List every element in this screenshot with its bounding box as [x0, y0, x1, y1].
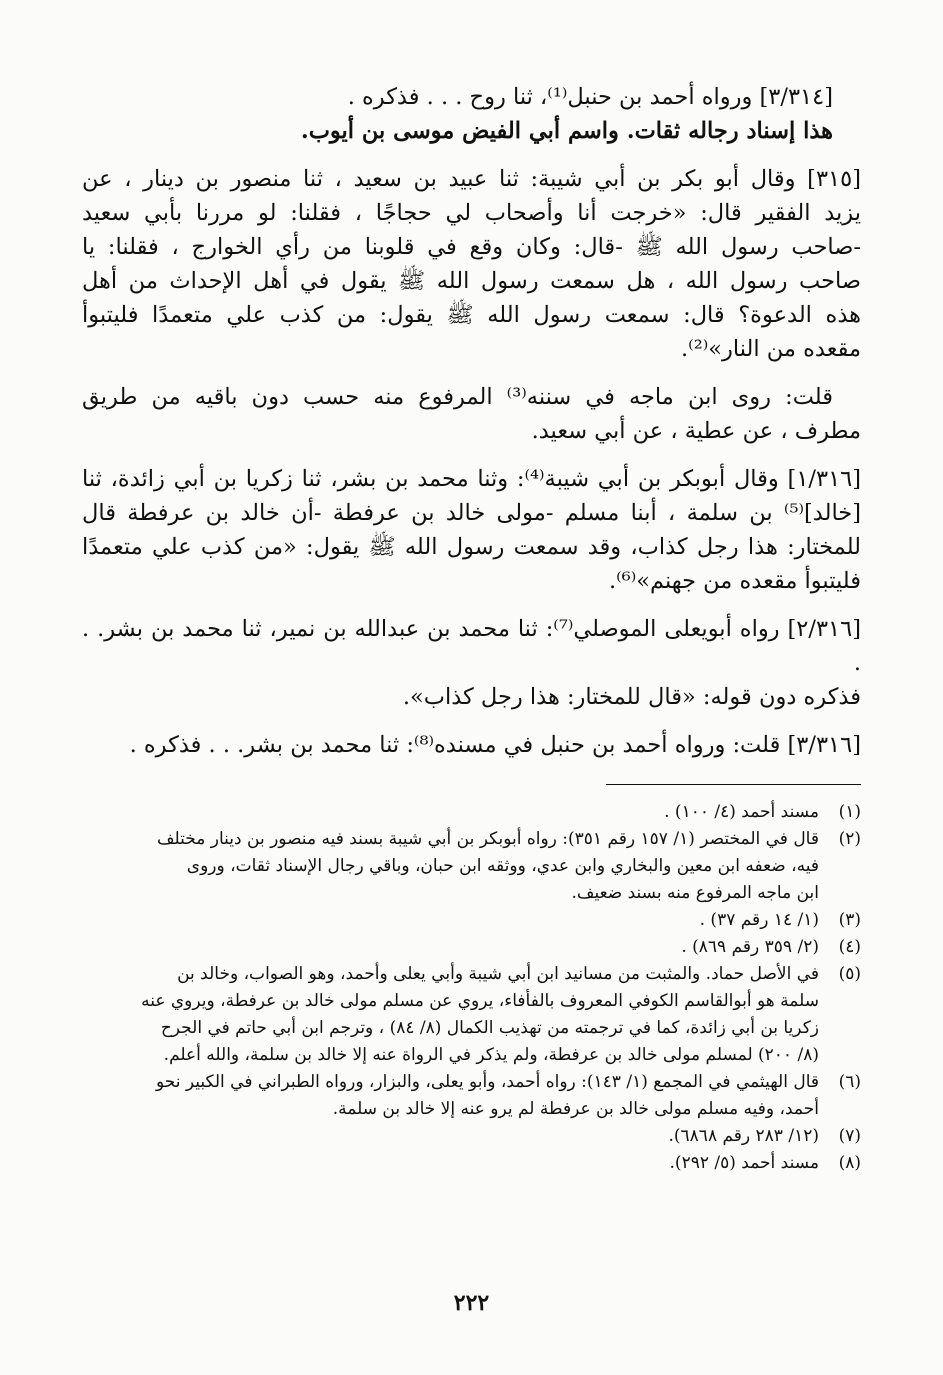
- text-line: صاحب رسول الله ، هل سمعت رسول الله ﷺ يقول في أهل الإحداث من أهل: [82, 268, 861, 294]
- text-line: للمختار: هذا رجل كذاب، وقد سمعت رسول الله ﷺ يقول: «من كذب علي متعمدًا: [82, 534, 861, 560]
- footnote-text: فيه، ضعفه ابن معين والبخاري وابن عدي، ووثقه ابن حبان، وباقي رجال الإسناد ثقات، وروى: [186, 856, 819, 876]
- page-number: ٢٢٢: [453, 1290, 490, 1316]
- footnote-6: [82, 1069, 861, 1123]
- text-line: [٣/٣١٦] قلت: ورواه أحمد بن حنبل في مسنده⁽⁸⁾: ثنا محمد بن بشر. . . فذكره .: [129, 732, 861, 758]
- footnote-number: (٦): [838, 1072, 861, 1092]
- hadith-316-3: [82, 728, 861, 762]
- footnote-text: ابن ماجه المرفوع منه بسند ضعيف.: [571, 883, 819, 903]
- footnote-text: (٨/ ٢٠٠) لمسلم مولى خالد بن عرفطة، ولم يذكر في الرواة عنه إلا خالد بن سلمة، والله أعلم.: [163, 1045, 819, 1065]
- hadith-314-3: [82, 80, 861, 148]
- footnote-2: [82, 826, 861, 907]
- footnote-text: مسند أحمد (٥/ ٢٩٢).: [669, 1153, 819, 1173]
- text-line: [٣/٣١٤] ورواه أحمد بن حنبل⁽¹⁾، ثنا روح . . . فذكره .: [347, 84, 833, 110]
- comment-315: [82, 380, 861, 448]
- text-line: مقعده من النار»⁽²⁾.: [681, 336, 861, 362]
- footnote-3: [82, 907, 861, 934]
- footnote-divider: [606, 784, 861, 785]
- footnote-5: [82, 961, 861, 1069]
- text-line: [٣١٥] وقال أبو بكر بن أبي شيبة: ثنا عبيد بن سعيد ، ثنا منصور بن دينار ، عن: [82, 166, 861, 192]
- text-line: قلت: روى ابن ماجه في سننه⁽³⁾ المرفوع منه حسب دون باقيه من طريق: [82, 384, 833, 410]
- footnote-number: (٣): [838, 910, 861, 930]
- footnote-text: أحمد، وفيه مسلم مولى خالد بن عرفطة لم يرو عنه إلا خالد بن سلمة.: [332, 1099, 819, 1119]
- text-line: هذه الدعوة؟ قال: سمعت رسول الله ﷺ يقول: من كذب علي متعمدًا فليتبوأ: [82, 302, 861, 328]
- text-line: [٢/٣١٦] رواه أبويعلى الموصلي⁽⁷⁾: ثنا محمد بن عبدالله بن نمير، ثنا محمد بن بشر. . .: [82, 616, 861, 676]
- hadith-316-1: [82, 462, 861, 598]
- footnotes: [82, 799, 861, 1177]
- text-line: فذكره دون قوله: «قال للمختار: هذا رجل كذاب».: [402, 684, 861, 710]
- footnote-number: (٢): [838, 829, 861, 849]
- footnote-number: (٨): [838, 1153, 861, 1173]
- footnote-7: [82, 1123, 861, 1150]
- hadith-316-2: [82, 612, 861, 714]
- text-line: [خالد]⁽⁵⁾ بن سلمة ، أبنا مسلم -مولى خالد بن عرفطة -أن خالد بن عرفطة قال: [82, 500, 861, 526]
- footnote-number: (١): [838, 802, 861, 822]
- footnote-text: قال الهيثمي في المجمع (١/ ١٤٣): رواه أحمد، وأبو يعلى، والبزار، ورواه الطبراني في الكبير نحو: [155, 1072, 819, 1092]
- footnote-text: سلمة هو أبوالقاسم الكوفي المعروف بالفأفاء، يروي عن مسلم مولى خالد بن عرفطة، ويروي عنه: [141, 991, 819, 1011]
- footnote-number: (٤): [838, 937, 861, 957]
- footnote-1: [82, 799, 861, 826]
- footnote-text: في الأصل حماد. والمثبت من مسانيد ابن أبي شيبة وأبي يعلى وأحمد، وهو الصواب، وخالد بن: [177, 964, 819, 984]
- footnote-number: (٥): [838, 964, 861, 984]
- footnote-number: (٧): [838, 1126, 861, 1146]
- hadith-315: [82, 162, 861, 366]
- footnote-8: [82, 1150, 861, 1177]
- text-line: مطرف ، عن عطية ، عن أبي سعيد.: [531, 418, 861, 444]
- footnote-text: قال في المختصر (١/ ١٥٧ رقم ٣٥١): رواه أبوبكر بن أبي شيبة بسند فيه منصور بن دينار مختلف: [156, 829, 819, 849]
- text-line: [١/٣١٦] وقال أبوبكر بن أبي شيبة⁽⁴⁾: وثنا محمد بن بشر، ثنا زكريا بن أبي زائدة، ثنا: [82, 466, 862, 492]
- footnote-4: [82, 934, 861, 961]
- footnote-text: (١/ ١٤ رقم ٣٧) .: [699, 910, 819, 930]
- text-line: فليتبوأ مقعده من جهنم»⁽⁶⁾.: [608, 568, 861, 594]
- footnote-text: (١٢/ ٢٨٣ رقم ٦٨٦٨).: [668, 1126, 819, 1146]
- footnote-text: زكريا بن أبي زائدة، كما في ترجمته من تهذيب الكمال (٨/ ٨٤) ، وترجم ابن أبي حاتم في الجرح: [160, 1018, 819, 1038]
- text-line: -صاحب رسول الله ﷺ -قال: وكان وقع في قلوبنا من رأي الخوارج ، فقلنا: يا: [82, 234, 861, 260]
- text-line: يزيد الفقير قال: «خرجت أنا وأصحاب لي حجاجًا ، فقلنا: لو مررنا بأبي سعيد: [82, 200, 861, 226]
- footnote-text: (٢/ ٣٥٩ رقم ٨٦٩) .: [681, 937, 819, 957]
- text-line: هذا إسناد رجاله ثقات. واسم أبي الفيض موسى بن أيوب.: [300, 118, 833, 144]
- footnote-text: مسند أحمد (٤/ ١٠٠) .: [664, 802, 819, 822]
